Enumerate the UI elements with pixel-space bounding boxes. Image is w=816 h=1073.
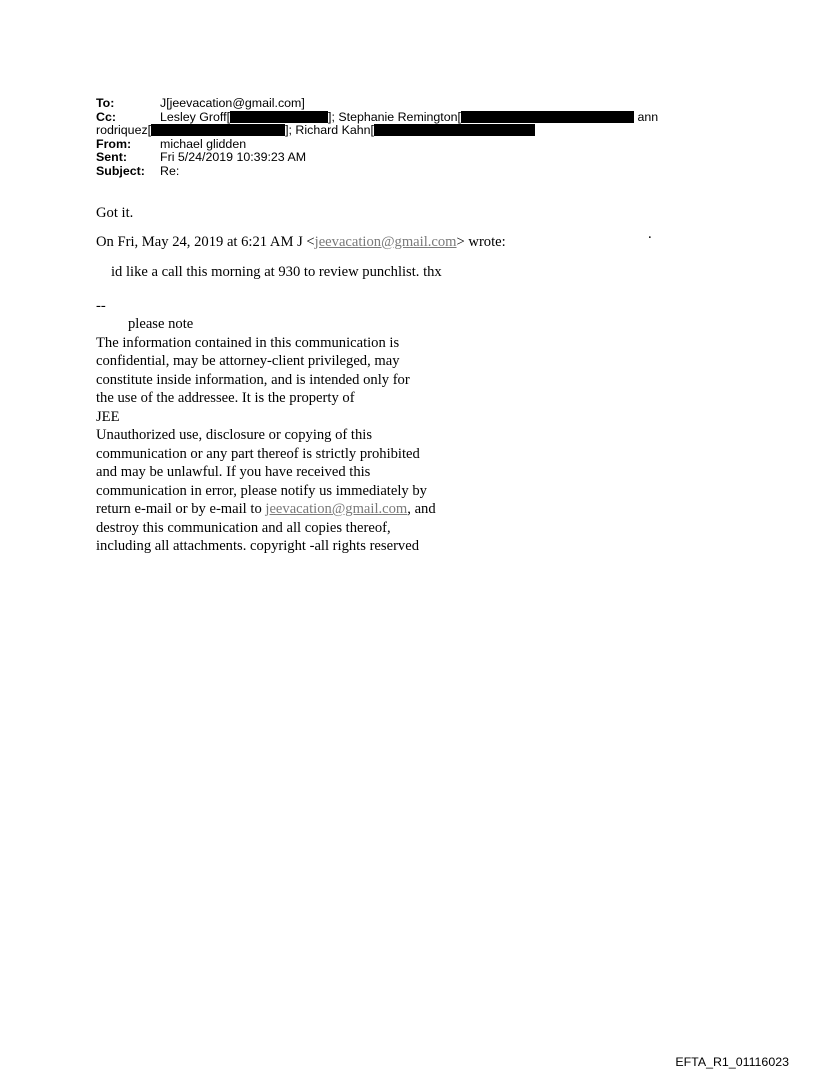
quoted-message: id like a call this morning at 930 to review punchlist. thx	[111, 264, 442, 280]
cc-name-richard: ]; Richard Kahn[	[285, 123, 374, 138]
disclaimer-line: JEE	[96, 408, 120, 425]
subject-value: Re:	[160, 163, 180, 178]
redaction-box	[461, 111, 634, 123]
redaction-box	[151, 124, 285, 136]
to-value: J[jeevacation@gmail.com]	[160, 96, 305, 110]
signature-dashes: --	[96, 297, 106, 314]
redaction-box	[230, 111, 328, 123]
to-label: To:	[96, 96, 115, 110]
sent-label: Sent:	[96, 150, 127, 165]
stray-mark: .	[648, 226, 652, 242]
subject-label: Subject:	[96, 163, 145, 178]
disclaimer	[96, 334, 506, 556]
to-row	[96, 97, 535, 111]
disclaimer-line: the use of the addressee. It is the property of	[96, 390, 355, 406]
cc-name-lesley: Lesley Groff[	[160, 109, 231, 124]
cc-row	[96, 109, 659, 125]
from-row	[96, 138, 535, 152]
cc-name-rodriquez: rodriquez[	[96, 123, 152, 138]
subject-row	[96, 165, 535, 179]
email-header	[96, 96, 659, 179]
cc-name-ann: ann	[637, 109, 659, 124]
sent-value: Fri 5/24/2019 10:39:23 AM	[160, 150, 307, 165]
disclaimer-line: and may be unlawful. If you have received this	[96, 464, 371, 480]
disclaimer-email-link[interactable]: jeevacation@gmail.com	[265, 501, 408, 517]
disclaimer-line-email: return e-mail or by e-mail to jeevacation@gmail.com, and	[96, 501, 436, 517]
disclaimer-line: Unauthorized use, disclosure or copying of this	[96, 427, 373, 443]
disclaimer-line: communication or any part thereof is strictly prohibited	[96, 445, 420, 462]
disclaimer-line: including all attachments. copyright -all rights reserved	[96, 538, 419, 554]
disclaimer-line: The information contained in this communication is	[96, 334, 400, 351]
cc-row-continued	[96, 124, 535, 138]
quote-intro: On Fri, May 24, 2019 at 6:21 AM J <jeevacation@gmail.com> wrote:	[96, 233, 506, 250]
quote-email-link[interactable]: jeevacation@gmail.com	[314, 233, 457, 250]
cc-label: Cc:	[96, 109, 116, 124]
from-value: michael glidden	[160, 136, 247, 151]
please-note: please note	[128, 316, 194, 332]
reply-text: Got it.	[96, 205, 134, 221]
cc-value	[160, 111, 658, 125]
email-body	[96, 204, 506, 556]
cc-name-stephanie: ]; Stephanie Remington[	[328, 109, 461, 124]
bates-number: EFTA_R1_01116023	[675, 1055, 789, 1069]
redaction-box	[374, 124, 535, 136]
from-label: From:	[96, 136, 132, 151]
disclaimer-line: destroy this communication and all copies thereof,	[96, 519, 391, 536]
disclaimer-line: confidential, may be attorney-client privileged, may	[96, 353, 400, 369]
disclaimer-line: communication in error, please notify us immediately by	[96, 482, 427, 499]
disclaimer-line: constitute inside information, and is intended only for	[96, 371, 410, 388]
sent-row	[96, 151, 535, 165]
